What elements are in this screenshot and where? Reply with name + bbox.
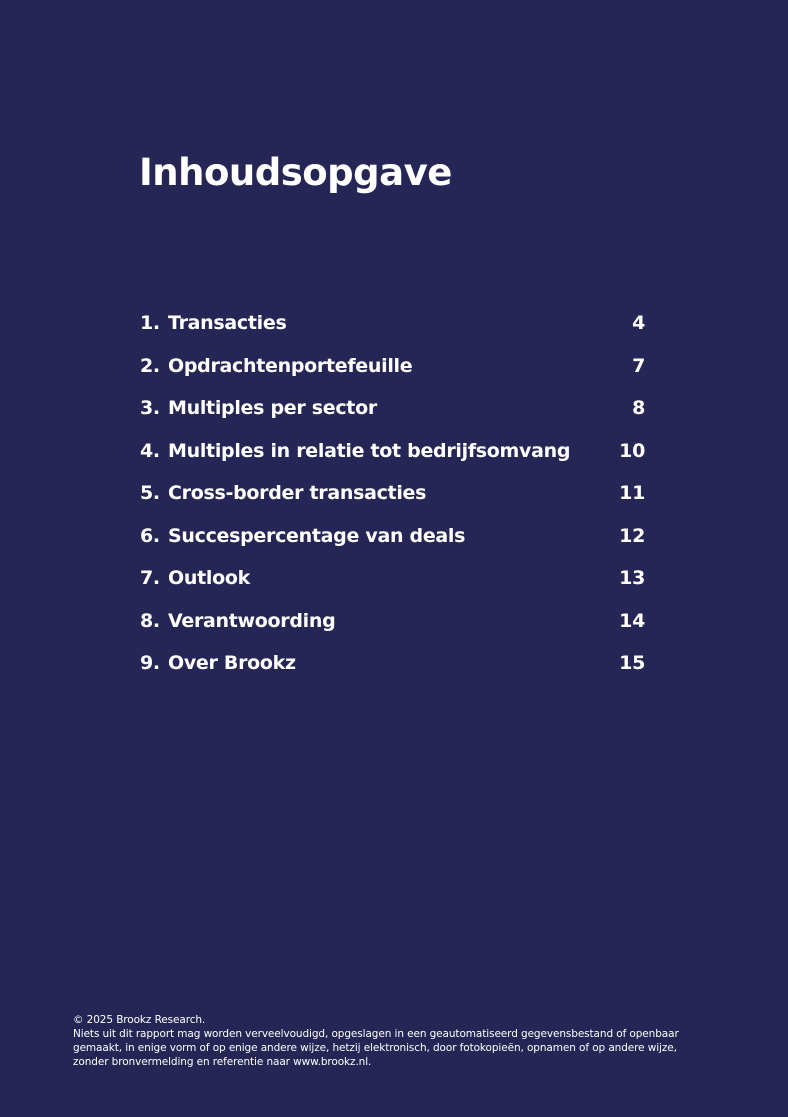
toc-item-label: Multiples in relatie tot bedrijfsomvang: [168, 439, 571, 462]
toc-item-label: Over Brookz: [168, 652, 296, 675]
legal-text-line: Niets uit dit rapport mag worden verveelvoudigd, opgeslagen in een geautomatiseerd gegevensbestand of openbaar: [73, 1028, 679, 1040]
toc-item-label: Transacties: [168, 312, 287, 335]
toc-item-page: 4: [632, 312, 645, 335]
toc-item-page: 12: [619, 524, 645, 547]
toc-item-number: 8.: [140, 609, 160, 632]
toc-item-number: 2.: [140, 354, 160, 377]
toc-item-page: 13: [619, 567, 645, 590]
toc-item-page: 11: [619, 482, 645, 505]
toc-item[interactable]: [140, 472, 645, 515]
toc-item-label: Succespercentage van deals: [168, 524, 466, 547]
toc-item-page: 15: [619, 652, 645, 675]
toc-item-number: 4.: [140, 439, 160, 462]
toc-item[interactable]: [140, 430, 645, 473]
legal-text-line: gemaakt, in enige vorm of op enige andere wijze, hetzij elektronisch, door fotokopieën, opnamen of op andere wijze,: [73, 1042, 677, 1054]
toc-item-number: 6.: [140, 524, 160, 547]
toc-item-label: Outlook: [168, 567, 250, 590]
toc-item[interactable]: [140, 345, 645, 388]
toc-item-number: 7.: [140, 567, 160, 590]
legal-text-line: zonder bronvermelding en referentie naar www.brookz.nl.: [73, 1056, 372, 1068]
toc-item[interactable]: [140, 515, 645, 558]
toc-item-number: 5.: [140, 482, 160, 505]
toc-item[interactable]: [140, 600, 645, 643]
toc-item-label: Cross-border transacties: [168, 482, 427, 505]
toc-item-number: 1.: [140, 312, 160, 335]
toc-item-label: Verantwoording: [168, 609, 336, 632]
toc-item[interactable]: [140, 387, 645, 430]
toc-item-page: 7: [632, 354, 645, 377]
toc-item-page: 8: [632, 397, 645, 420]
toc-item[interactable]: [140, 642, 645, 685]
toc-item-page: 10: [619, 439, 645, 462]
table-of-contents: [140, 302, 645, 685]
toc-item-label: Opdrachtenportefeuille: [168, 354, 413, 377]
copyright-notice: © 2025 Brookz Research.: [73, 1014, 206, 1026]
toc-item-label: Multiples per sector: [168, 397, 377, 420]
toc-item-page: 14: [619, 609, 645, 632]
copyright-footer: [73, 1013, 753, 1069]
toc-item[interactable]: [140, 302, 645, 345]
toc-item-number: 9.: [140, 652, 160, 675]
page-title: Inhoudsopgave: [139, 151, 452, 194]
toc-item-number: 3.: [140, 397, 160, 420]
toc-item[interactable]: [140, 557, 645, 600]
